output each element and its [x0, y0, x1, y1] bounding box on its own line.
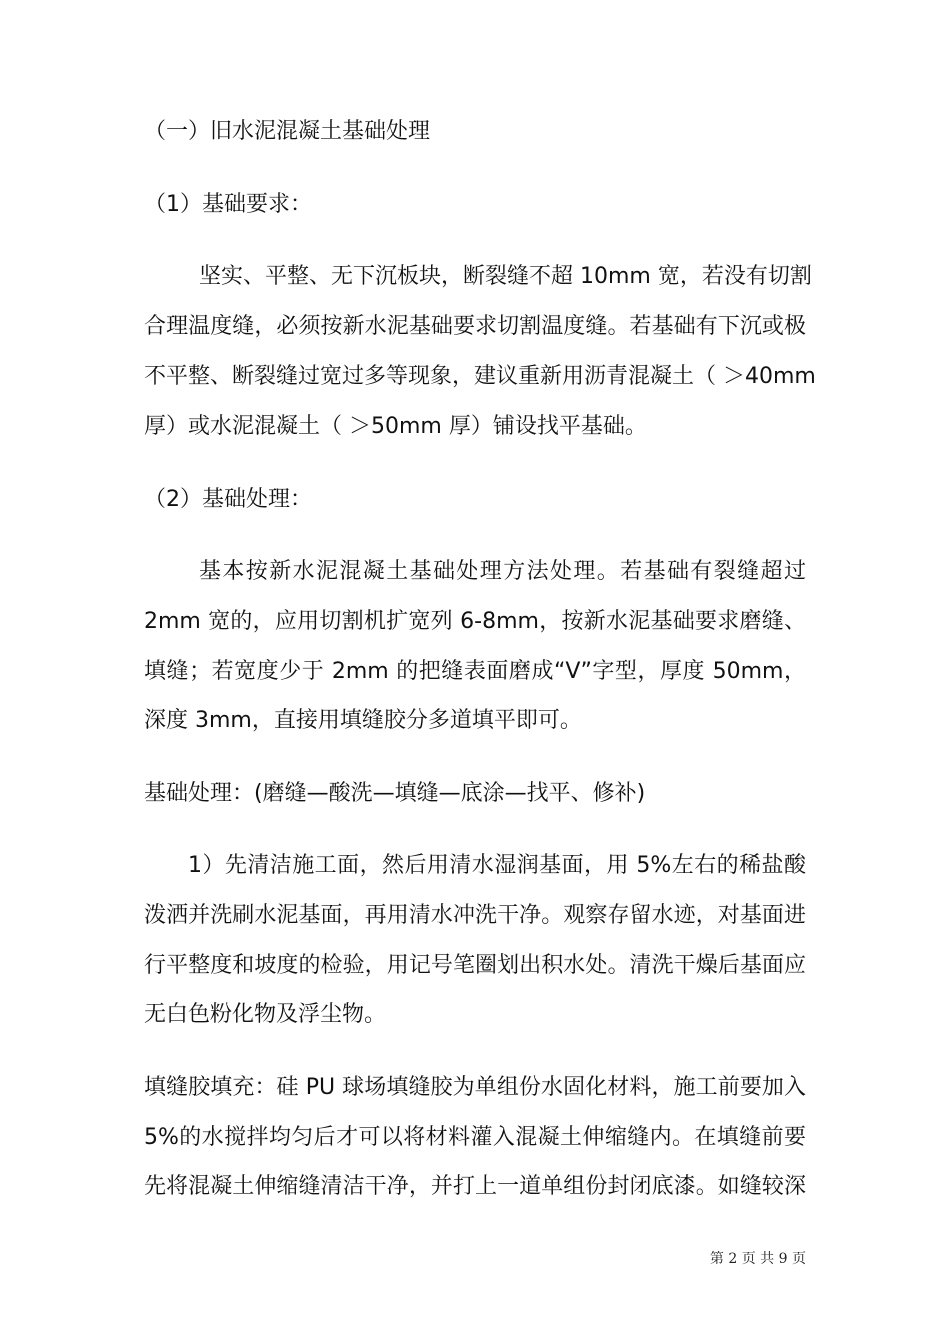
paragraph-line: 基本按新水泥混凝土基础处理方法处理。若基础有裂缝超过: [199, 559, 806, 584]
paragraph-line: 1）先清洁施工面，然后用清水湿润基面，用 5%左右的稀盐酸: [188, 853, 806, 878]
paragraph-line: 合理温度缝，必须按新水泥基础要求切割温度缝。若基础有下沉或极: [144, 314, 806, 339]
page-number: 第 2 页 共 9 页: [709, 1251, 806, 1267]
process-heading: 基础处理：(磨缝—酸洗—填缝—底涂—找平、修补): [144, 781, 646, 806]
paragraph-line: 深度 3mm，直接用填缝胶分多道填平即可。: [144, 708, 582, 733]
paragraph-line: 2mm 宽的，应用切割机扩宽列 6-8mm，按新水泥基础要求磨缝、: [144, 609, 806, 634]
section-heading: （一）旧水泥混凝土基础处理: [144, 119, 431, 144]
paragraph-line: 坚实、平整、无下沉板块，断裂缝不超 10mm 宽，若没有切割: [199, 264, 812, 289]
paragraph-line: 填缝；若宽度少于 2mm 的把缝表面磨成“V”字型，厚度 50mm，: [144, 659, 806, 684]
subheading-requirements: （1）基础要求：: [144, 192, 312, 217]
paragraph-line: 泼洒并洗刷水泥基面，再用清水冲洗干净。观察存留水迹，对基面进: [144, 903, 806, 928]
subheading-treatment: （2）基础处理：: [144, 487, 312, 512]
paragraph-line: 填缝胶填充：硅 PU 球场填缝胶为单组份水固化材料，施工前要加入: [144, 1075, 806, 1100]
paragraph-line: 无白色粉化物及浮尘物。: [144, 1002, 387, 1027]
paragraph-line: 厚）或水泥混凝土（ ＞50mm 厚）铺设找平基础。: [144, 414, 647, 439]
paragraph-line: 行平整度和坡度的检验，用记号笔圈划出积水处。清洗干燥后基面应: [144, 953, 806, 978]
paragraph-line: 先将混凝土伸缩缝清洁干净，并打上一道单组份封闭底漆。如缝较深: [144, 1174, 806, 1199]
paragraph-line: 不平整、断裂缝过宽过多等现象，建议重新用沥青混凝土（ ＞40mm: [144, 364, 816, 389]
paragraph-line: 5%的水搅拌均匀后才可以将材料灌入混凝土伸缩缝内。在填缝前要: [144, 1125, 806, 1150]
